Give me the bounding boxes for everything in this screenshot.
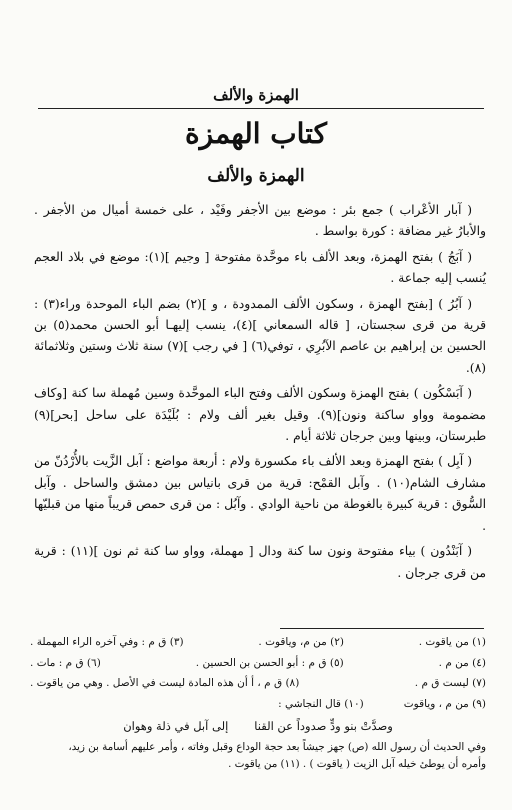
footnote: (٥) ق م : أبو الحسن بن الحسين .: [195, 656, 344, 669]
footnote: (٨) ق م ، أ أن هذه المادة ليست في الأصل . وهي من ياقوت .: [30, 677, 300, 689]
footnote: (٧) ليست ق م .: [414, 677, 486, 689]
entry-paragraph: ( آبَسْكُون ) بفتح الهمزة وسكون الألف وفتح الباء الموحَّدة وسين مُهملة سا كنة [وكاف مضمومة وواو ساكنة ونون](٩). وقيل بغير ألف ولام : بُلَيْدَة على ساحل [بحر](٩) طبرستان، وبينها وبين جرجان ثلاثة أيام .: [34, 386, 486, 444]
footnote-row: [30, 632, 486, 653]
entry-paragraph: ( آبَنْدُون ) بياء مفتوحة ونون سا كنة ودال [ مهملة، وواو سا كنة ثم نون ](١١) : قرية من قرى جرجان .: [34, 544, 486, 580]
footnote: (٣) ق م : وفي آخره الراء المهملة .: [30, 636, 184, 648]
footnote-text: وأمره أن يوطئ خيله آبل الزيت ( ياقوت ) . (١١) من ياقوت .: [228, 757, 486, 770]
book-title: كتاب الهمزة: [185, 117, 327, 150]
verse-hemistich: وصدَّتْ بنو ودٍّ صدوداً عن القنا: [254, 719, 393, 733]
footnote: (٦) ق م : مات .: [30, 656, 101, 669]
footnote: (١) من ياقوت .: [418, 636, 486, 648]
footnote-text: وفي الحديث أن رسول الله (ص) جهز جيشاً بعد حجة الوداع وقبل وفاته ، وأمر عليهم أسامة بن زيد،: [68, 740, 486, 753]
header-rule: [38, 108, 484, 109]
running-head: الهمزة والألف: [213, 86, 299, 104]
footnote-row: [30, 653, 486, 674]
entry-paragraph: ( آبار الأعْراب ) جمع بئر : موضع بين الأجفر وفَيْد ، على خمسة أميال من الأجفر . والأبارُ غير مضافة : كورة بواسط .: [34, 203, 486, 239]
footnote-row: [30, 694, 486, 715]
entry-paragraph: ( آبُرُ ) [بفتح الهمزة ، وسكون الألف الممدودة ، و ](٢) بضم الباء الموحدة وراء(٣) : قرية من قرى سجستان، [ قاله السمعاني ](٤)، ينسب إليهـا أبو الحسن محمد(٥) بن الحسين بن إبراهيم بن عاصم الآبُرِي ، توفي(٦) [ في رجب ](٧) سنة ثلاث وستين وثلاثمائة (٨).: [34, 296, 486, 375]
entry-paragraph: ( آبَجُ ) بفتح الهمزة، وبعد الألف باء موحَّدة مفتوحة [ وجيم ](١): موضع في بلاد العجم يُنسب إليه جماعة .: [34, 249, 486, 286]
verse-hemistich: إلى آبل في ذلة وهوان: [123, 719, 229, 733]
section-title: الهمزة والألف: [207, 166, 305, 186]
poetry-verse: [30, 714, 486, 739]
footnote: (٩) من م ، وياقوت: [403, 697, 486, 710]
entry-paragraph: ( آبِل ) بفتح الهمزة وبعد الألف باء مكسورة ولام : أربعة مواضع : آبل الزَّيت بالأُرْدُنّ من مشارف الشام(١٠) . وآبل القمْح: قرية من قرى بانياس بين دمشق والساحل . وآبل السُّوق : قرية كبيرة بالغوطة من ناحية الوادي . وآبُل : من قرى حمص قريباً منها من قبليّها .: [34, 454, 486, 533]
entries-body: [34, 200, 486, 588]
footnote-rule: [280, 628, 484, 629]
footnote: (٢) من م، وياقوت .: [258, 636, 344, 648]
footnote-row: [30, 673, 486, 694]
footnotes: [30, 632, 486, 773]
footnote: (٤) من م .: [438, 656, 486, 669]
footnote: (١٠) قال النجاشي :: [278, 697, 364, 710]
